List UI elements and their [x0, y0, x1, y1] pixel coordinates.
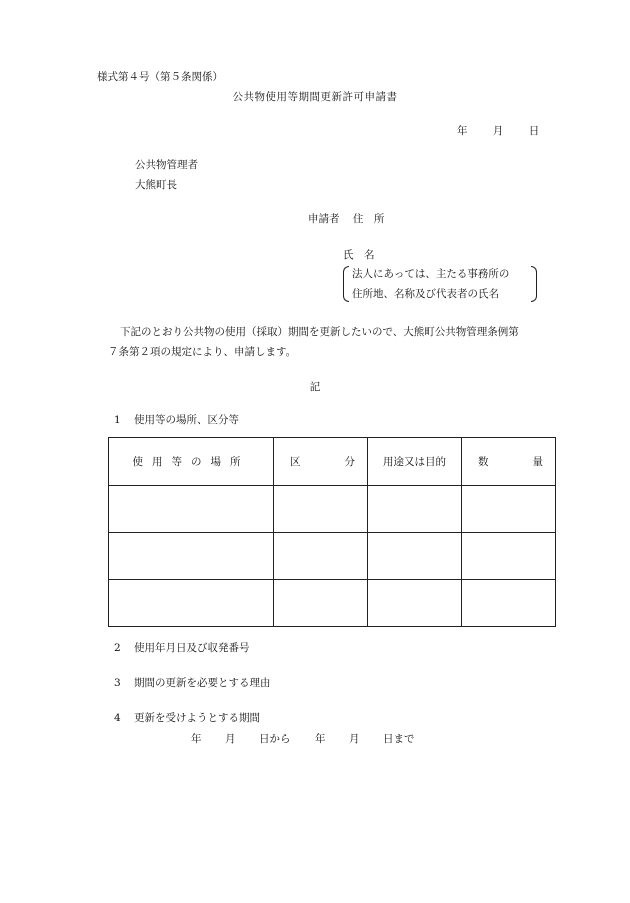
corporate-note-line2: 住所地、名称及び代表者の氏名 — [352, 288, 499, 300]
section-4-number: 4 — [114, 712, 121, 724]
date-day: 日 — [528, 125, 540, 137]
header-quantity: 数 量 — [462, 438, 556, 486]
body-text-line2: ７条第２項の規定により、申請します。 — [108, 346, 297, 358]
applicant-label: 申請者 — [308, 213, 340, 225]
ki-heading: 記 — [309, 381, 321, 393]
address-label: 住 所 — [352, 213, 385, 225]
header-location: 使用等の場所 — [109, 438, 274, 486]
section-3-number: 3 — [114, 677, 121, 689]
section-3 — [114, 676, 271, 690]
table-cell[interactable] — [368, 580, 462, 627]
corporate-note-line1: 法人にあっては、主たる事務所の — [352, 268, 510, 280]
name-label: 氏 名 — [343, 249, 375, 261]
section-4-label: 更新を受けようとする期間 — [134, 712, 260, 724]
header-purpose: 用途又は目的 — [368, 438, 462, 486]
date-line — [457, 124, 539, 138]
section-2-number: 2 — [114, 642, 121, 654]
section-1-label: 使用等の場所、区分等 — [134, 414, 239, 426]
period-end-day: 日まで — [383, 733, 415, 745]
section-1-number: 1 — [114, 414, 121, 426]
addressee-name: 大熊町長 — [135, 179, 177, 191]
table-header-row — [109, 438, 556, 486]
page-title: 公共物使用等期間更新許可申請書 — [232, 91, 398, 103]
table-cell[interactable] — [368, 486, 462, 533]
table-cell[interactable] — [368, 533, 462, 580]
period-line — [191, 732, 415, 746]
table-row — [109, 580, 556, 627]
table-cell[interactable] — [462, 580, 556, 627]
date-year: 年 — [457, 125, 468, 137]
applicant-address-line — [308, 212, 384, 226]
table-cell[interactable] — [274, 486, 368, 533]
section-2 — [114, 641, 250, 655]
table-cell[interactable] — [274, 580, 368, 627]
period-end-year: 年 — [315, 733, 326, 745]
table-cell[interactable] — [109, 486, 274, 533]
section-4 — [114, 711, 260, 725]
table-cell[interactable] — [462, 533, 556, 580]
section-1 — [114, 413, 239, 427]
table-cell[interactable] — [109, 533, 274, 580]
section-2-label: 使用年月日及び収発番号 — [134, 642, 250, 654]
period-start-month: 月 — [225, 733, 236, 745]
addressee-title: 公共物管理者 — [135, 159, 198, 171]
body-text-line1: 下記のとおり公共物の使用（採取）期間を更新したいので、大熊町公共物管理条例第 — [120, 326, 519, 338]
period-end-month: 月 — [349, 733, 360, 745]
table-row — [109, 533, 556, 580]
date-month: 月 — [492, 125, 504, 137]
right-bracket — [531, 266, 537, 302]
period-start-day: 日から — [259, 733, 291, 745]
table-cell[interactable] — [462, 486, 556, 533]
table-row — [109, 486, 556, 533]
left-bracket — [343, 266, 349, 302]
table-cell[interactable] — [274, 533, 368, 580]
section-3-label: 期間の更新を必要とする理由 — [134, 677, 271, 689]
corporate-note — [343, 266, 537, 302]
header-category: 区 分 — [274, 438, 368, 486]
usage-table — [108, 437, 556, 627]
table-cell[interactable] — [109, 580, 274, 627]
form-number: 様式第４号（第５条関係） — [97, 71, 223, 83]
period-start-year: 年 — [191, 733, 202, 745]
